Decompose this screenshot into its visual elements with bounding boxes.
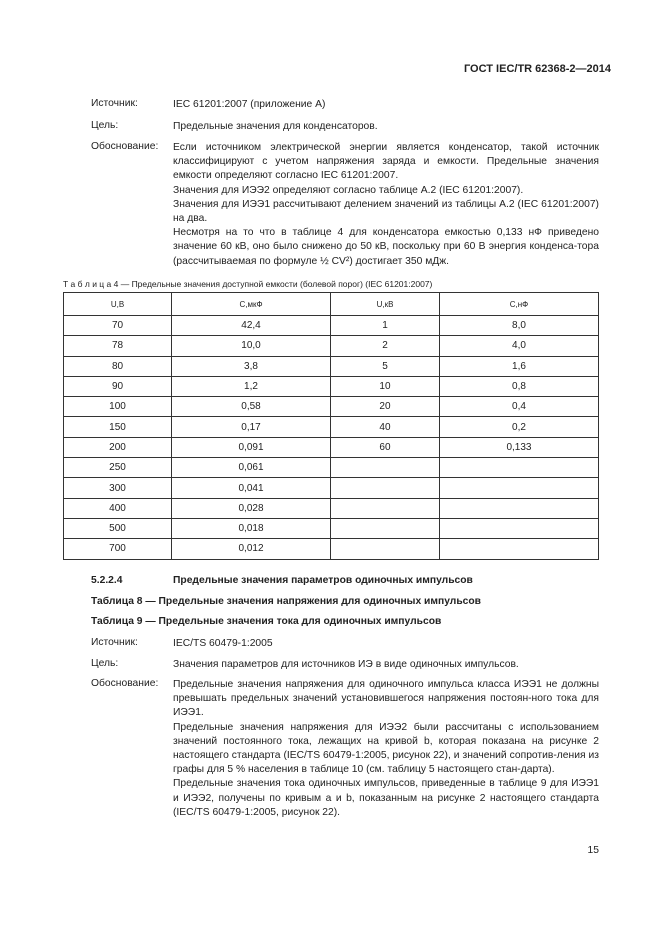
table-cell (331, 478, 440, 498)
table-cell: 40 (331, 417, 440, 437)
paragraph: Предельные значения напряжения для ИЭЭ2 были рассчитаны с использованием значений постоянного тока, лежащих на кривой b, которая показана на рисунке 2 настоящего стандарта (IEC/TS 60479-1:2005, рисунок 22), и значений сопротив-ления из графы для 5 % населения в таблице 10 (см. таблицу 5 настоящего стан-дарта). (173, 721, 599, 776)
table-cell: 0,041 (172, 478, 331, 498)
table-cell: 0,012 (172, 539, 331, 559)
table-cell: 400 (64, 498, 172, 518)
table-cell: 0,8 (439, 376, 598, 396)
table-cell: 0,58 (172, 397, 331, 417)
paragraph: Предельные значения напряжения для одиночного импульса класса ИЭЭ1 не должны превышать предельных значений установившегося напряжения постоян-ного тока для ИЭЭ1. (173, 679, 599, 719)
reason-text (173, 141, 599, 269)
table-cell: 10 (331, 376, 440, 396)
section-title: Предельные значения параметров одиночных импульсов (173, 575, 473, 586)
source-label: Источник: (91, 637, 138, 648)
table-row (64, 417, 599, 437)
goal-value: Предельные значения для конденсаторов. (173, 121, 378, 132)
table-cell: 1,6 (439, 356, 598, 376)
table-cell: 8,0 (439, 316, 598, 336)
column-header: U,В (64, 293, 172, 316)
table-row (64, 539, 599, 559)
table-row (64, 336, 599, 356)
table-cell: 0,133 (439, 437, 598, 457)
column-header: U,кВ (331, 293, 440, 316)
capacitance-table (63, 292, 599, 560)
table-cell: 0,028 (172, 498, 331, 518)
table-row (64, 376, 599, 396)
table-cell (331, 518, 440, 538)
table-cell: 0,4 (439, 397, 598, 417)
reason-label: Обоснование: (91, 678, 159, 689)
table-cell: 0,17 (172, 417, 331, 437)
source-label: Источник: (91, 98, 138, 109)
table-cell: 78 (64, 336, 172, 356)
table-cell: 2 (331, 336, 440, 356)
column-header: C,нФ (439, 293, 598, 316)
table-cell: 60 (331, 437, 440, 457)
table-cell: 1,2 (172, 376, 331, 396)
table-cell: 5 (331, 356, 440, 376)
goal-value: Значения параметров для источников ИЭ в виде одиночных импульсов. (173, 659, 519, 670)
table-cell: 500 (64, 518, 172, 538)
table-cell: 300 (64, 478, 172, 498)
paragraph: Несмотря на то что в таблице 4 для конденсатора емкостью 0,133 нФ приведено значение 60 кВ, оно было снижено до 50 кВ, поскольку при 60 В энергия конденса-тора (рассчитываемая по формуле ½ CV²) достигает 350 мДж. (173, 227, 599, 267)
column-header: C,мкФ (172, 293, 331, 316)
table-cell: 90 (64, 376, 172, 396)
page-number: 15 (587, 845, 599, 856)
table-cell: 700 (64, 539, 172, 559)
table-cell (331, 539, 440, 559)
table8-title: Таблица 8 — Предельные значения напряжения для одиночных импульсов (91, 596, 482, 607)
source-value: IEC 61201:2007 (приложение А) (173, 99, 326, 110)
table-row (64, 316, 599, 336)
table-cell: 70 (64, 316, 172, 336)
paragraph: Значения для ИЭЭ1 рассчитывают делением значений из таблицы А.2 (IEC 61201:2007) на два. (173, 198, 599, 225)
table-cell: 80 (64, 356, 172, 376)
table-cell: 150 (64, 417, 172, 437)
table-cell (439, 458, 598, 478)
table-caption: Т а б л и ц а 4 — Предельные значения доступной емкости (болевой порог) (IEC 61201:2007) (63, 279, 433, 289)
table-row (64, 498, 599, 518)
table-cell: 0,018 (172, 518, 331, 538)
paragraph: Предельные значения тока одиночных импульсов, приведенные в таблице 9 для ИЭЭ1 и ИЭЭ2, получены по кривым a и b, показанным на рисунке 2 настоящего стандарта (IEC/TS 60479-1:2005, рисунок 22). (173, 778, 599, 818)
paragraph: Значения для ИЭЭ2 определяют согласно таблице А.2 (IEC 61201:2007). (173, 184, 524, 196)
table-cell (439, 539, 598, 559)
table-cell: 42,4 (172, 316, 331, 336)
table-cell (439, 518, 598, 538)
table-cell (331, 458, 440, 478)
table9-title: Таблица 9 — Предельные значения тока для одиночных импульсов (91, 616, 442, 627)
reason-label: Обоснование: (91, 141, 159, 152)
goal-label: Цель: (91, 120, 119, 131)
table-cell: 4,0 (439, 336, 598, 356)
table-cell: 20 (331, 397, 440, 417)
table-cell (439, 478, 598, 498)
source-value: IEC/TS 60479-1:2005 (173, 638, 273, 649)
table-cell: 0,061 (172, 458, 331, 478)
table-cell (439, 498, 598, 518)
paragraph: Если источником электрической энергии является конденсатор, такой источник классифицируют с учетом напряжения заряда и емкости. Предельные значения емкости определяют согласно IEC 61201:2007. (173, 142, 599, 182)
table-row (64, 397, 599, 417)
table-cell: 10,0 (172, 336, 331, 356)
document-header: ГОСТ IEC/TR 62368-2—2014 (463, 63, 611, 75)
table-row (64, 478, 599, 498)
section-number: 5.2.2.4 (91, 575, 123, 586)
goal-label: Цель: (91, 658, 119, 669)
table-cell: 100 (64, 397, 172, 417)
table-cell: 3,8 (172, 356, 331, 376)
table-cell: 1 (331, 316, 440, 336)
table-cell: 0,2 (439, 417, 598, 437)
table-cell (331, 498, 440, 518)
table-row (64, 437, 599, 457)
table-row (64, 356, 599, 376)
table-row (64, 518, 599, 538)
table-cell: 0,091 (172, 437, 331, 457)
table-cell: 250 (64, 458, 172, 478)
table-row (64, 458, 599, 478)
reason-text (173, 678, 599, 820)
table-cell: 200 (64, 437, 172, 457)
